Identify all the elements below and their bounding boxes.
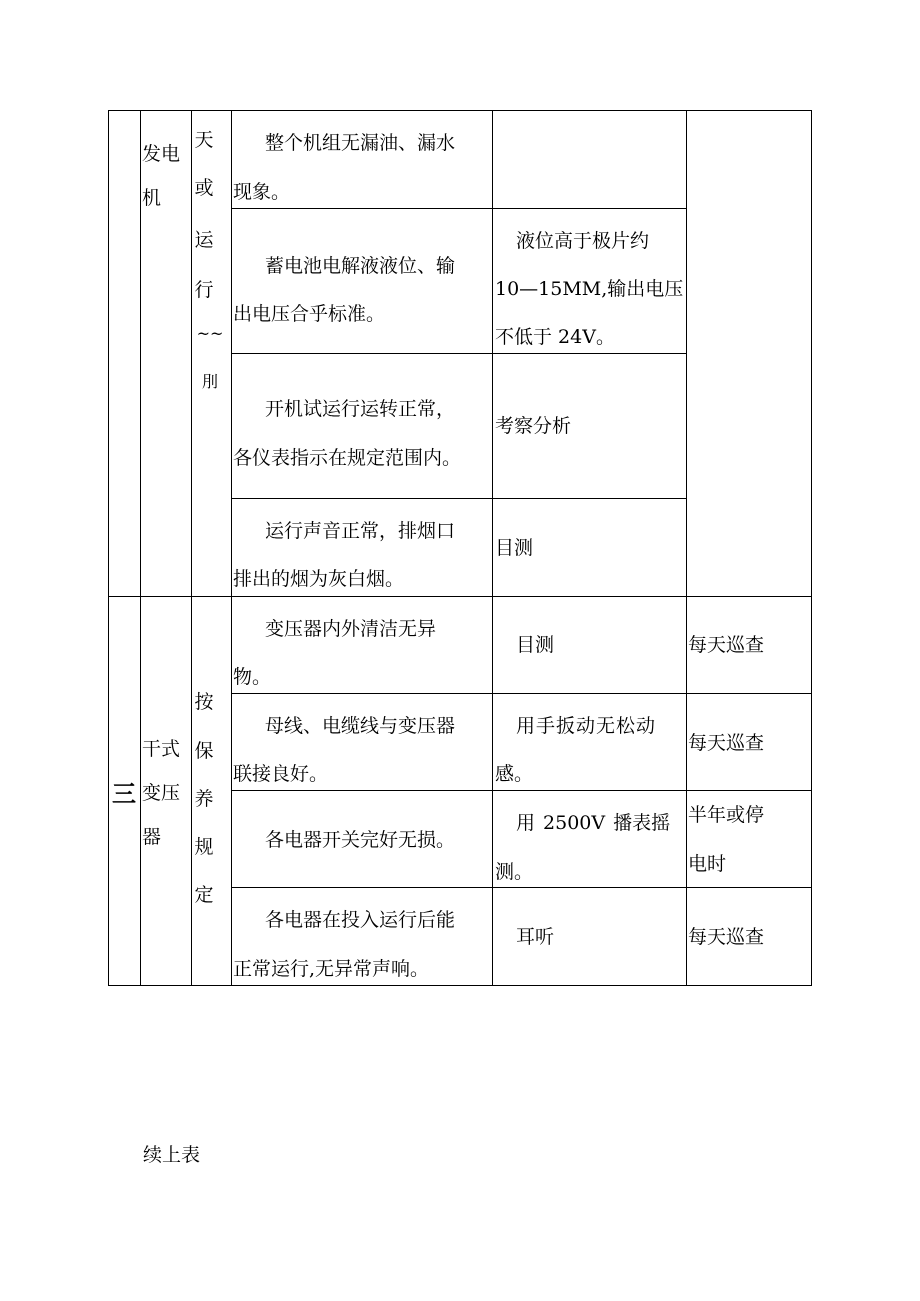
border-left	[108, 110, 109, 986]
cycle-char: 按	[194, 691, 214, 713]
equipment-name: 干式 变压 器	[142, 738, 181, 848]
check-method: 不低于 24V。	[495, 326, 615, 348]
check-method: 目测	[516, 634, 555, 656]
border-top	[108, 110, 811, 111]
check-period: 每天巡查	[688, 634, 765, 656]
row-divider	[231, 790, 811, 791]
col-divider	[492, 110, 493, 986]
border-bottom	[108, 985, 811, 986]
row-divider	[231, 208, 686, 209]
border-right	[811, 110, 812, 986]
cycle-char: 天	[194, 129, 214, 151]
check-period: 半年或停	[688, 804, 765, 826]
cycle-char: 养	[194, 788, 214, 810]
cycle-char: 行	[194, 279, 214, 301]
cycle-char: 运	[194, 229, 214, 251]
check-method: 考察分析	[495, 415, 572, 437]
check-method: 耳听	[516, 926, 555, 948]
check-period: 每天巡查	[688, 926, 765, 948]
row-divider	[231, 887, 811, 888]
check-content: 正常运行,无异常声响。	[233, 958, 430, 980]
cycle-char: 保	[194, 740, 214, 762]
check-content: 各电器开关完好无损。	[265, 829, 456, 851]
row-divider	[231, 693, 811, 694]
check-content: 各电器在投入运行后能	[265, 909, 456, 931]
check-period: 电时	[688, 853, 727, 875]
check-method: 10—15MM,输出电压	[495, 278, 684, 300]
check-period: 每天巡查	[688, 732, 765, 754]
cycle-char: ~~刖	[196, 324, 224, 391]
check-method: 感。	[495, 763, 534, 785]
check-content: 现象。	[233, 181, 291, 203]
row-divider	[231, 498, 686, 499]
col-divider	[140, 110, 141, 986]
check-content: 蓄电池电解液液位、输	[265, 255, 456, 277]
check-method: 目测	[495, 537, 534, 559]
check-content: 变压器内外清洁无异	[265, 618, 437, 640]
check-content: 各仪表指示在规定范围内。	[233, 447, 462, 469]
check-content: 开机试运行运转正常，	[265, 398, 456, 420]
section-divider	[108, 596, 811, 597]
check-method: 用 2500V 播表摇	[516, 812, 671, 834]
check-content: 联接良好。	[233, 763, 329, 785]
row-divider	[231, 353, 686, 354]
cycle-char: 定	[194, 884, 214, 906]
check-method: 液位高于极片约	[516, 230, 650, 252]
check-method: 用手扳动无松动	[516, 715, 657, 737]
cycle-char: 规	[194, 836, 214, 858]
cycle-char: 或	[194, 177, 214, 199]
section-index: 三	[112, 779, 136, 808]
check-content: 运行声音正常，排烟口	[265, 520, 456, 542]
continued-table-caption: 续上表	[143, 1144, 201, 1166]
check-content: 母线、电缆线与变压器	[265, 715, 456, 737]
col-divider	[231, 110, 232, 986]
check-content: 排出的烟为灰白烟。	[233, 568, 405, 590]
check-method: 测。	[495, 861, 534, 883]
check-content: 整个机组无漏油、漏水	[265, 132, 456, 154]
check-content: 出电压合乎标准。	[233, 303, 386, 325]
equipment-name: 发电 机	[142, 143, 181, 209]
check-content: 物。	[233, 666, 272, 688]
col-divider	[686, 110, 687, 986]
